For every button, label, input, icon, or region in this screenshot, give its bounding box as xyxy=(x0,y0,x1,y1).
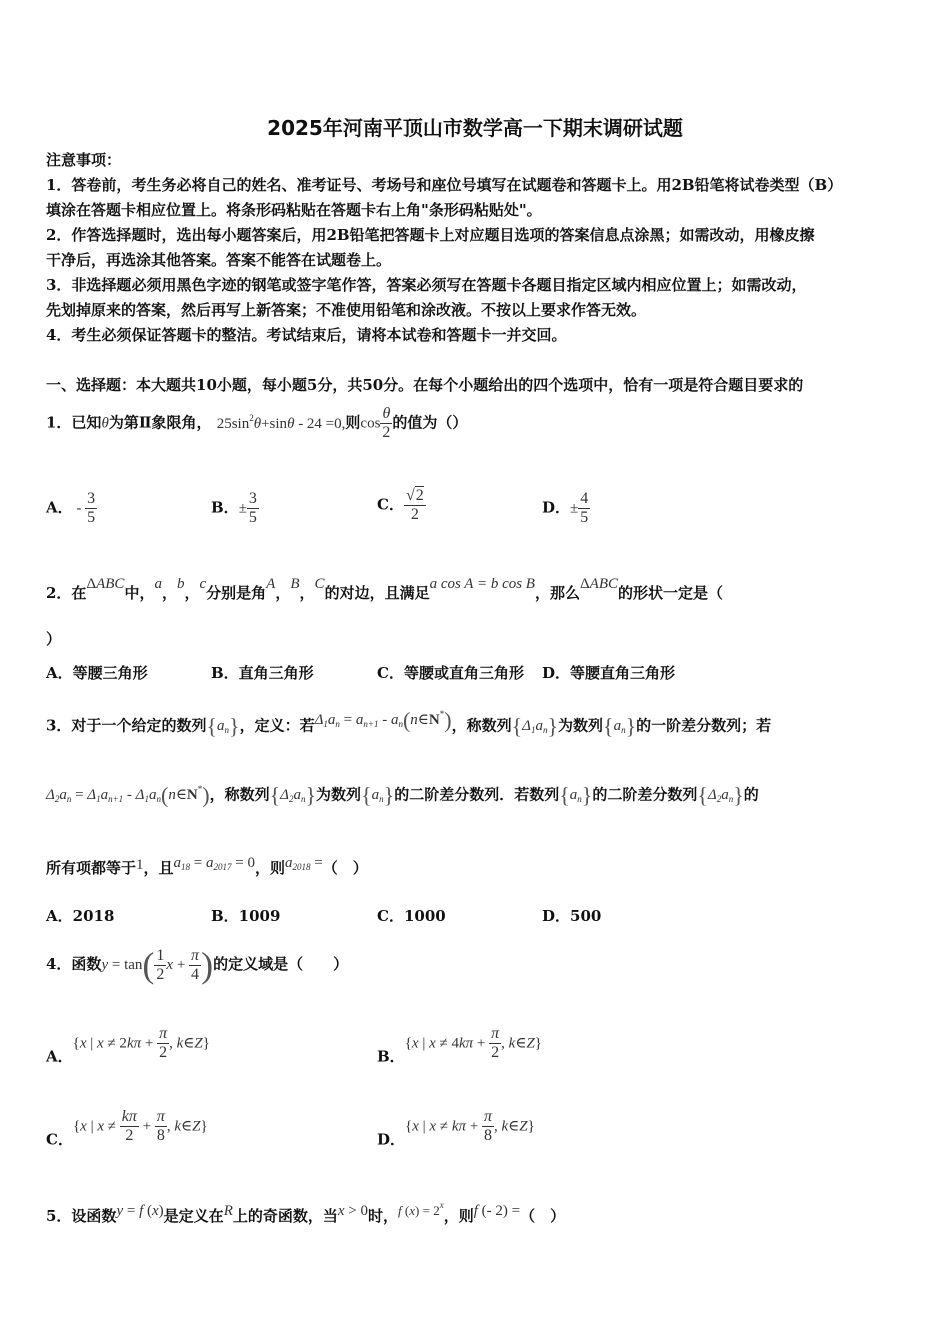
notice-line: 2．作答选择题时，选出每小题答案后，用2B铅笔把答题卡上对应题目选项的答案信息点涂黑；如需改动，用橡皮擦 xyxy=(46,226,815,244)
notice-line: 3．非选择题必须用黑色字迹的钢笔或签字笔作答，答案必须写在答题卡各题目指定区域内相应位置上；如需改动， xyxy=(46,276,807,294)
question-3-line-3: 所有项都等于1，且$a_{18} = a_{2017} = 0$，则$a_{2018}$ =（ ） xyxy=(46,855,368,877)
q2-option-a[interactable]: A．等腰三角形 xyxy=(46,664,148,682)
notice-line: 先划掉原来的答案，然后再写上新答案；不准使用铅笔和涂改液。不按以上要求作答无效。 xyxy=(46,301,647,319)
q1-option-c[interactable]: C． $\frac{√2}{2}$ xyxy=(377,487,424,523)
notice-line: 4．考生必须保证答题卡的整洁。考试结束后，请将本试卷和答题卡一并交回。 xyxy=(46,326,567,344)
q3-option-a[interactable]: A．2018 xyxy=(46,907,115,925)
q1-option-d[interactable]: D．± $\frac{4}{5}$ xyxy=(542,490,589,526)
question-5: 5．设函数y = f (x)是定义在R上的奇函数，当x > 0时，f $(x) = 2^x$，则f (- 2) =（ ） xyxy=(46,1200,566,1225)
q2-text: ） xyxy=(46,630,62,648)
notice-line: 1．答卷前，考生务必将自己的姓名、准考证号、考场号和座位号填写在试题卷和答题卡上。用2B铅笔将试卷类型（B） xyxy=(46,176,843,194)
q1-text: 的值为（） xyxy=(392,413,468,432)
q1-prefix: 1．已知 xyxy=(46,413,102,432)
q2-option-d[interactable]: D．等腰直角三角形 xyxy=(542,664,676,682)
question-2: 2．在ΔABC中，a，b，c分别是角A，B，C的对边，且满足a cos A = b cos B，那么ΔABC的形状一定是（ xyxy=(46,576,724,602)
question-3: 3．对于一个给定的数列$\{a_n\}$，定义：若$\Delta_1a_n = a_{n+1}$ - $a_n(n\in N^*)$，称数列$\{\Delta_1a_n\}$为数列$\{a_n\}$的一阶差分数列；若 xyxy=(46,708,772,739)
math-fraction: $\frac{3}{5}$ xyxy=(248,490,257,526)
math: cos xyxy=(360,415,381,432)
q3-option-b[interactable]: B．1009 xyxy=(211,907,281,925)
math-fraction: $\frac{4}{5}$ xyxy=(580,490,589,526)
q1-text: 为第Ⅱ象限角， xyxy=(108,413,212,432)
q1-option-b[interactable]: B．± $\frac{3}{5}$ xyxy=(211,490,257,526)
math-equation: $25\sin^2\theta+\sin\theta - 24 =0$, xyxy=(216,412,346,432)
q2-option-c[interactable]: C．等腰或直角三角形 xyxy=(377,664,524,682)
q2-option-b[interactable]: B．直角三角形 xyxy=(211,664,314,682)
q3-option-d[interactable]: D．500 xyxy=(542,907,602,925)
math-fraction: $\frac{√2}{2}$ xyxy=(405,487,424,523)
notice-heading: 注意事项： xyxy=(46,151,122,169)
question-4: 4．函数y = tan( $\frac{1}{2}$ x + $\frac{\pi}{4}$ )的定义域是（ ） xyxy=(46,945,349,985)
question-1 xyxy=(46,405,467,442)
math-fraction: $\frac{\theta}{2}$ xyxy=(382,405,391,441)
q1-option-a[interactable]: A． - $\frac{3}{5}$ xyxy=(46,490,96,526)
q3-option-c[interactable]: C．1000 xyxy=(377,907,446,925)
notice-line: 干净后，再选涂其他答案。答案不能答在试题卷上。 xyxy=(46,251,392,269)
math: θ xyxy=(101,415,109,432)
page-title: 2025年河南平顶山市数学高一下期末调研试题 xyxy=(267,116,683,140)
q1-text: 则 xyxy=(345,413,361,432)
notice-line: 填涂在答题卡相应位置上。将条形码粘贴在答题卡右上角"条形码粘贴处"。 xyxy=(46,201,542,219)
q4-option-b[interactable]: B．{x | x ≠ 4kπ + $\frac{\pi}{2}$ , k∈Z} xyxy=(377,1025,542,1066)
section-heading: 一、选择题：本大题共10小题，每小题5分，共50分。在每个小题给出的四个选项中，恰有一项是符合题目要求的 xyxy=(46,376,804,394)
q4-option-c[interactable]: C．{x | x ≠ $\frac{k\pi}{2}$ + $\frac{\pi}{8}$ , k∈Z} xyxy=(46,1108,208,1149)
math: ΔABC xyxy=(86,576,125,592)
question-3-line-2: $\Delta_2a_n = \Delta_1a_{n+1}$ - $\Delta_1a_n(n\in N^*)$，称数列$\{\Delta_2a_n\}$为数列$\{a_n\}$的二阶差分数列．若数列$\{a_n\}$的二阶差分数列$\{\Delta_2a_n\}$的 xyxy=(46,783,759,808)
q4-option-a[interactable]: A．{x | x ≠ 2kπ + $\frac{\pi}{2}$ , k∈Z} xyxy=(46,1025,210,1066)
q4-option-d[interactable]: D．{x | x ≠ kπ + $\frac{\pi}{8}$ , k∈Z} xyxy=(377,1108,535,1149)
math-fraction: $\frac{3}{5}$ xyxy=(87,490,96,526)
